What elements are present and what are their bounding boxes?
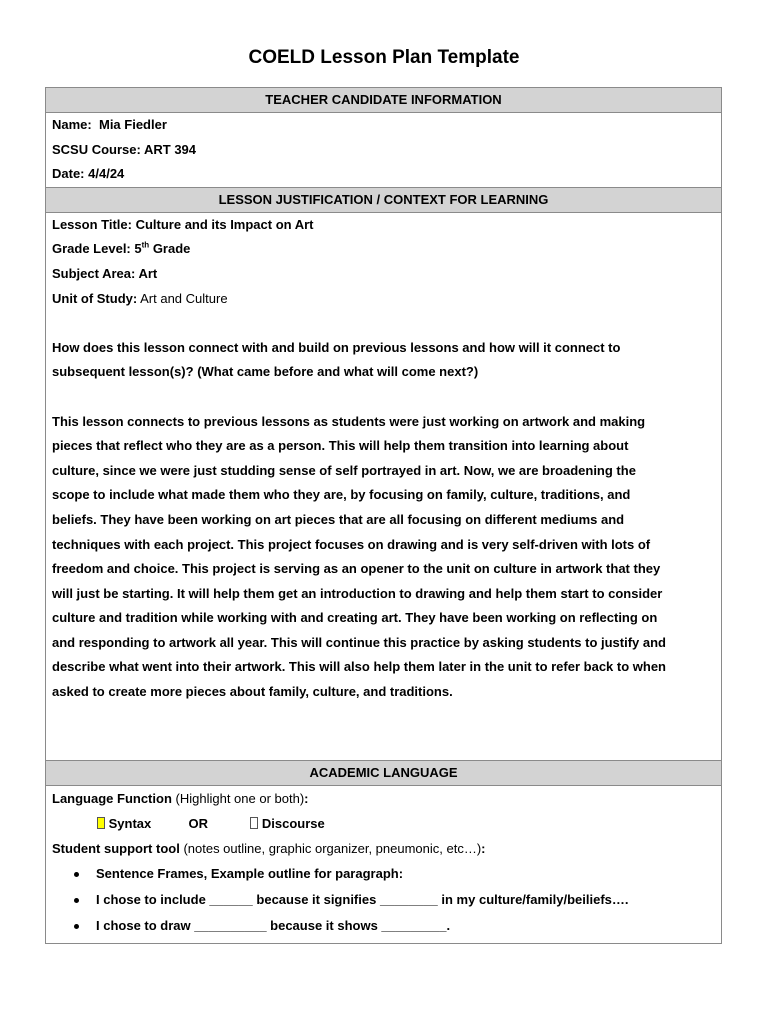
date-row [52,162,715,187]
lesson-plan-table [45,87,722,944]
date-label: Date: [52,166,85,182]
connection-question [52,336,715,385]
discourse-option: Discourse [261,815,325,831]
syntax-option: Syntax [108,815,152,831]
lesson-context-header: LESSON JUSTIFICATION / CONTEXT FOR LEARNING [46,187,721,213]
spacer [52,311,715,336]
answer-line: beliefs. They have been working on art pieces that are all focusing on different mediums and [52,511,625,527]
subject-area-value: Art [138,265,158,281]
support-tool-row [52,836,715,861]
grade-level-label: Grade Level: [52,241,131,257]
support-tool-colon: : [481,840,486,856]
list-item [52,913,715,939]
spacer [52,385,715,410]
academic-language-section [46,786,721,943]
course-value: ART 394 [144,141,197,157]
name-label: Name: [52,117,92,132]
bullet-icon [74,872,79,877]
unit-of-study-label: Unit of Study: [52,290,138,306]
syntax-checkbox-icon[interactable] [97,817,105,829]
unit-of-study-value: Art and Culture [140,290,228,306]
name-value: Mia Fiedler [98,117,167,132]
date-value: 4/4/24 [88,166,125,182]
list-item [52,887,715,913]
subject-area-label: Subject Area: [52,265,136,281]
teacher-info-section [46,113,721,187]
bullet-icon [74,924,79,929]
grade-level-row [52,237,715,262]
question-line: subsequent lesson(s)? (What came before and what will come next?) [52,364,479,380]
support-tool-list [52,861,715,939]
connection-answer [52,410,715,705]
academic-language-header: ACADEMIC LANGUAGE [46,760,721,786]
support-tool-note: (notes outline, graphic organizer, pneumonic, etc…) [183,840,482,856]
answer-line: culture, since we were just studding sense of self portrayed in art. Now, we are broadening the [52,462,636,478]
answer-line: will just be starting. It will help them get an introduction to drawing and help them start to consider [52,585,663,601]
question-line: How does this lesson connect with and build on previous lessons and how will it connect to [52,339,621,355]
course-label: SCSU Course: [52,141,141,157]
bullet-text: I chose to draw __________ because it shows _________. [96,917,451,933]
lesson-title-row [52,213,715,238]
or-text: OR [188,815,209,831]
lesson-context-section [46,213,721,760]
answer-line: scope to include what made them who they are, by focusing on family, culture, traditions, and [52,487,631,503]
grade-suffix: th [141,241,150,251]
lesson-title-label: Lesson Title: [52,216,132,232]
grade-number: 5 [134,241,142,257]
unit-of-study-row [52,287,715,312]
answer-line: freedom and choice. This project is serving as an opener to the unit on culture in artwork that they [52,561,661,577]
answer-line: techniques with each project. This project focuses on drawing and is very self-driven with lots of [52,536,651,552]
language-function-note: (Highlight one or both) [175,790,305,806]
answer-line: asked to create more pieces about family, culture, and traditions. [52,684,453,700]
discourse-checkbox-icon[interactable] [250,817,258,829]
list-item [52,861,715,887]
grade-word: Grade [152,241,191,257]
language-function-options [52,811,715,836]
answer-line: and responding to artwork all year. This will continue this practice by asking students to justify and [52,634,667,650]
language-function-label: Language Function [52,790,172,806]
support-tool-label: Student support tool [52,840,180,856]
spacer [52,705,715,760]
language-function-colon: : [304,790,309,806]
bullet-text: Sentence Frames, Example outline for paragraph: [96,865,404,881]
answer-line: culture and tradition while working with and creating art. They have been working on reflecting on [52,610,658,626]
subject-area-row [52,262,715,287]
bullet-icon [74,898,79,903]
course-row [52,138,715,163]
bullet-text: I chose to include ______ because it signifies ________ in my culture/family/beiliefs…. [96,891,629,907]
answer-line: This lesson connects to previous lessons as students were just working on artwork and making [52,413,646,429]
answer-line: pieces that reflect who they are as a person. This will help them transition into learning about [52,438,629,454]
language-function-row [52,786,715,811]
teacher-info-header: TEACHER CANDIDATE INFORMATION [46,88,721,113]
lesson-title-value: Culture and its Impact on Art [135,216,314,232]
name-row [52,113,715,138]
answer-line: describe what went into their artwork. This will also help them later in the unit to refer back to when [52,659,666,675]
document-title: COELD Lesson Plan Template [248,47,520,68]
